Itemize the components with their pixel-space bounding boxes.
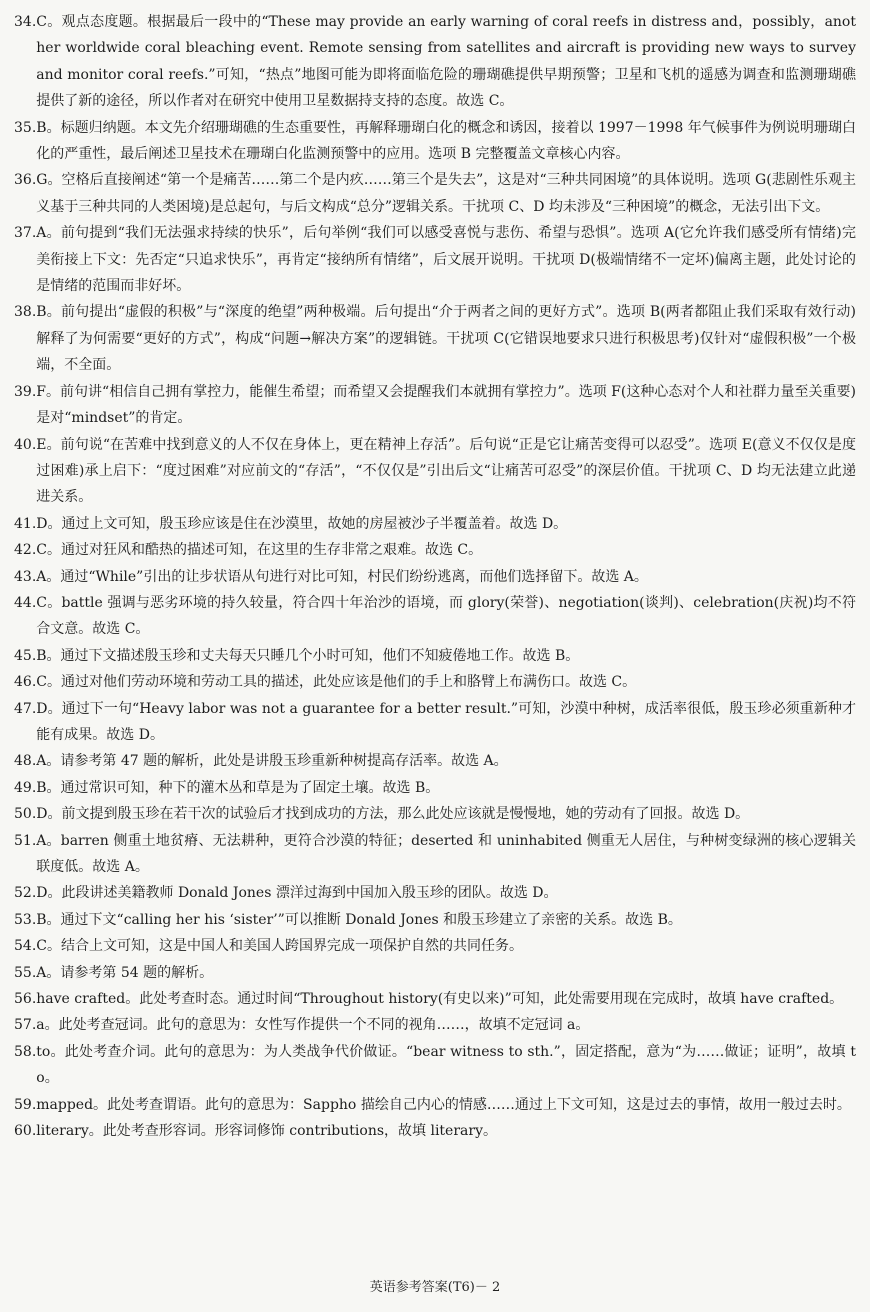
answer-item — [14, 643, 856, 669]
answer-item — [14, 379, 856, 432]
answer-item — [14, 9, 856, 115]
answer-text: to。此处考查介词。此句的意思为：为人类战争代价做证。“bear witness to sth.”，固定搭配，意为“为……做证；证明”，故填 to。 — [36, 1043, 856, 1087]
answer-text: D。通过上文可知，殷玉珍应该是住在沙漠里，故她的房屋被沙子半覆盖着。故选 D。 — [36, 515, 568, 532]
answer-item — [14, 1039, 856, 1092]
answer-text: D。此段讲述美籍教师 Donald Jones 漂洋过海到中国加入殷玉珍的团队。故选 D。 — [36, 885, 558, 902]
answer-number: 53. — [14, 911, 37, 928]
answer-item — [14, 115, 856, 168]
answer-text: D。通过下一句“Heavy labor was not a guarantee for a better result.”可知，沙漠中种树，成活率很低，殷玉珍必须重新种才能有成果。故选 D。 — [36, 700, 856, 743]
answer-text: literary。此处考查形容词。形容词修饰 contributions，故填 literary。 — [36, 1123, 497, 1140]
answer-item — [14, 933, 856, 959]
answer-text: C。通过对狂风和酷热的描述可知，在这里的生存非常之艰难。故选 C。 — [36, 542, 483, 559]
answer-item — [14, 986, 856, 1012]
answer-item — [14, 775, 856, 801]
answer-text: F。前句讲“相信自己拥有掌控力，能催生希望；而希望又会提醒我们本就拥有掌控力”。选项 F(这种心态对个人和社群力量至关重要)是对“mindset”的肯定。 — [36, 383, 856, 427]
answer-text: B。通过下文描述殷玉珍和丈夫每天只睡几个小时可知，他们不知疲倦地工作。故选 B。 — [36, 647, 580, 664]
answer-text: C。观点态度题。根据最后一段中的“These may provide an early warning of coral reefs in distress and，possibly，another worldwide coral bleaching event. Remote sensing from satellites and aircraft is providing new ways to survey and monitor coral reefs.”可知，“热点”地图可能为即将面临危险的珊瑚礁提供早期预警；卫星和飞机的遥感为调查和监测珊瑚礁提供了新的途径，所以作者对在研究中使用卫星数据持支持的态度。故选 C。 — [36, 14, 856, 110]
page-footer: 英语参考答案(T6)－ 2 — [369, 1280, 501, 1295]
answer-number: 34. — [14, 14, 37, 30]
answer-item — [14, 564, 856, 590]
answer-text: B。通过下文“calling her his ‘sister’”可以推断 Donald Jones 和殷玉珍建立了亲密的关系。故选 B。 — [36, 911, 682, 928]
answer-number: 42. — [14, 542, 37, 559]
answer-number: 39. — [14, 383, 37, 400]
answer-item — [14, 696, 856, 749]
answer-text: D。前文提到殷玉珍在若干次的试验后才找到成功的方法，那么此处应该就是慢慢地，她的劳动有了回报。故选 D。 — [36, 806, 750, 823]
answer-number: 37. — [14, 225, 37, 242]
answer-number: 48. — [14, 753, 37, 770]
answer-number: 49. — [14, 779, 37, 796]
answer-number: 43. — [14, 568, 37, 585]
answer-item — [14, 669, 856, 695]
answer-text: E。前句说“在苦难中找到意义的人不仅在身体上，更在精神上存活”。后句说“正是它让痛苦变得可以忍受”。选项 E(意义不仅仅是度过困难)承上启下：“度过困难”对应前文的“存活”，“不仅仅是”引出后文“让痛苦可忍受”的深层价值。干扰项 C、D 均无法建立此递进关系。 — [36, 436, 856, 506]
answer-number: 50. — [14, 806, 37, 823]
answer-number: 44. — [14, 594, 37, 611]
answer-number: 38. — [14, 304, 37, 321]
answer-item — [14, 748, 856, 774]
answer-text: A。请参考第 47 题的解析，此处是讲殷玉珍重新种树提高存活率。故选 A。 — [36, 753, 508, 770]
answer-number: 40. — [14, 436, 37, 453]
answer-number: 52. — [14, 885, 37, 902]
answer-text: A。请参考第 54 题的解析。 — [36, 964, 214, 981]
answer-text: A。通过“While”引出的让步状语从句进行对比可知，村民们纷纷逃离，而他们选择留下。故选 A。 — [36, 568, 648, 585]
answer-text: B。标题归纳题。本文先介绍珊瑚礁的生态重要性，再解释珊瑚白化的概念和诱因，接着以 1997－1998 年气候事件为例说明珊瑚白化的严重性，最后阐述卫星技术在珊瑚白化监测预警中的应用。选项 B 完整覆盖文章核心内容。 — [36, 119, 856, 163]
answer-number: 41. — [14, 515, 37, 532]
answer-text: a。此处考查冠词。此句的意思为：女性写作提供一个不同的视角……，故填不定冠词 a。 — [36, 1017, 590, 1034]
answer-text: A。前句提到“我们无法强求持续的快乐”，后句举例“我们可以感受喜悦与悲伤、希望与恐惧”。选项 A(它允许我们感受所有情绪)完美衔接上下文：先否定“只追求快乐”，再肯定“接纳所有情绪”，后文展开说明。干扰项 D(极端情绪不一定坏)偏离主题，此处讨论的是情绪的范围而非好坏。 — [36, 225, 856, 295]
answer-text: G。空格后直接阐述“第一个是痛苦……第二个是内疚……第三个是失去”，这是对“三种共同困境”的具体说明。选项 G(悲剧性乐观主义基于三种共同的人类困境)是总起句，与后文构成“总分”逻辑关系。干扰项 C、D 均未涉及“三种困境”的概念，无法引出下文。 — [36, 172, 856, 215]
answer-number: 36. — [14, 172, 37, 189]
answer-item — [14, 828, 856, 881]
answer-text: C。结合上文可知，这是中国人和美国人跨国界完成一项保护自然的共同任务。 — [36, 938, 523, 955]
answer-text: mapped。此处考查谓语。此句的意思为：Sappho 描绘自己内心的情感……通过上下文可知，这是过去的事情，故用一般过去时。 — [36, 1096, 851, 1113]
answer-item — [14, 1092, 856, 1118]
answer-item — [14, 167, 856, 220]
answer-item — [14, 590, 856, 643]
answer-number: 47. — [14, 700, 37, 717]
answer-list — [14, 9, 856, 1144]
answer-number: 45. — [14, 647, 37, 664]
answer-number: 58. — [14, 1043, 37, 1060]
answer-item — [14, 960, 856, 986]
answer-number: 60. — [14, 1123, 37, 1140]
answer-number: 46. — [14, 674, 37, 691]
answer-item — [14, 801, 856, 827]
answer-item — [14, 432, 856, 511]
answer-text: C。battle 强调与恶劣环境的持久较量，符合四十年治沙的语境，而 glory(荣誉)、negotiation(谈判)、celebration(庆祝)均不符合文意。故选 C。 — [36, 594, 856, 638]
answer-item — [14, 1118, 856, 1144]
answer-number: 55. — [14, 964, 37, 981]
answer-item — [14, 907, 856, 933]
answer-item — [14, 537, 856, 563]
answer-item — [14, 511, 856, 537]
answer-text: have crafted。此处考查时态。通过时间“Throughout history(有史以来)”可知，此处需要用现在完成时，故填 have crafted。 — [36, 991, 844, 1008]
answer-text: B。前句提出“虚假的积极”与“深度的绝望”两种极端。后句提出“介于两者之间的更好方式”。选项 B(两者都阻止我们采取有效行动)解释了为何需要“更好的方式”，构成“问题→解决方案”的逻辑链。干扰项 C(它错误地要求只进行积极思考)仅针对“虚假积极”一个极端，不全面。 — [36, 304, 856, 374]
answer-item — [14, 880, 856, 906]
answer-number: 54. — [14, 938, 37, 955]
answer-number: 57. — [14, 1017, 37, 1034]
answer-text: B。通过常识可知，种下的灌木丛和草是为了固定土壤。故选 B。 — [36, 779, 440, 796]
answer-number: 56. — [14, 991, 37, 1008]
answer-item — [14, 1012, 856, 1038]
answer-text: A。barren 侧重土地贫瘠、无法耕种，更符合沙漠的特征；deserted 和 uninhabited 侧重无人居住，与种树变绿洲的核心逻辑关联度低。故选 A。 — [36, 832, 856, 875]
answer-number: 35. — [14, 119, 37, 136]
answer-number: 59. — [14, 1096, 37, 1113]
answer-text: C。通过对他们劳动环境和劳动工具的描述，此处应该是他们的手上和胳臂上布满伤口。故选 C。 — [36, 674, 637, 691]
answer-item — [14, 220, 856, 299]
answer-item — [14, 299, 856, 378]
answer-number: 51. — [14, 832, 37, 849]
